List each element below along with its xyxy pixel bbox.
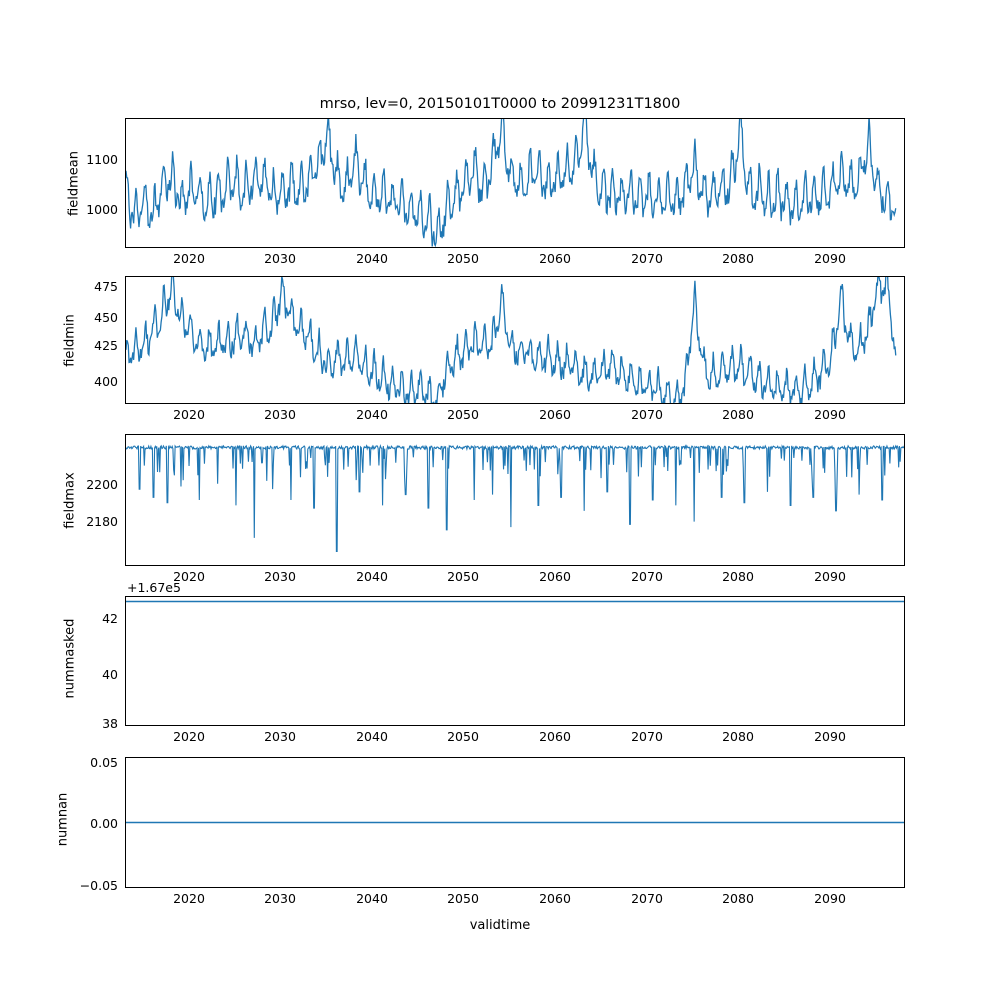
ytick-fieldmin-425: 425: [94, 338, 118, 353]
xtick-numnan-2050: 2050: [447, 891, 479, 906]
subplot-fieldmean: [125, 118, 905, 248]
axis-label-nummasked: nummasked: [62, 618, 78, 699]
ytick-numnan-neg005: −0.05: [79, 878, 118, 893]
xtick-fieldmean-2060: 2060: [539, 251, 571, 266]
axis-label-fieldmean: fieldmean: [66, 151, 82, 216]
xtick-numnan-2030: 2030: [264, 891, 296, 906]
subplot-fieldmax: [125, 434, 905, 566]
subplot-nummasked: [125, 596, 905, 726]
nummasked-plot-line: [126, 597, 904, 725]
xtick-fieldmean-2070: 2070: [631, 251, 663, 266]
xtick-numnan-2090: 2090: [814, 891, 846, 906]
xtick-nummasked-2040: 2040: [356, 729, 388, 744]
ytick-nummasked-40: 40: [102, 667, 118, 682]
page-title: mrso, lev=0, 20150101T0000 to 20991231T1800: [319, 96, 681, 112]
ytick-numnan-000: 0.00: [90, 816, 118, 831]
ytick-fieldmax-2180: 2180: [86, 514, 118, 529]
xtick-fieldmax-2040: 2040: [356, 569, 388, 584]
xtick-numnan-2060: 2060: [539, 891, 571, 906]
xtick-fieldmin-2020: 2020: [173, 407, 205, 422]
xtick-fieldmax-2070: 2070: [631, 569, 663, 584]
axis-label-fieldmax: fieldmax: [62, 472, 78, 529]
xtick-nummasked-2030: 2030: [264, 729, 296, 744]
subplot-fieldmin: [125, 276, 905, 404]
ytick-fieldmin-450: 450: [94, 310, 118, 325]
xtick-fieldmin-2030: 2030: [264, 407, 296, 422]
ytick-fieldmin-400: 400: [94, 374, 118, 389]
xtick-fieldmean-2030: 2030: [264, 251, 296, 266]
xtick-fieldmin-2070: 2070: [631, 407, 663, 422]
xtick-fieldmax-2020: 2020: [173, 569, 205, 584]
xtick-fieldmax-2030: 2030: [264, 569, 296, 584]
ytick-fieldmax-2200: 2200: [86, 477, 118, 492]
xtick-nummasked-2050: 2050: [447, 729, 479, 744]
xtick-fieldmax-2090: 2090: [814, 569, 846, 584]
xtick-numnan-2040: 2040: [356, 891, 388, 906]
xtick-fieldmin-2050: 2050: [447, 407, 479, 422]
xtick-nummasked-2070: 2070: [631, 729, 663, 744]
xtick-fieldmin-2060: 2060: [539, 407, 571, 422]
fieldmin-plot-line: [126, 277, 904, 403]
ytick-fieldmin-475: 475: [94, 279, 118, 294]
xtick-numnan-2020: 2020: [173, 891, 205, 906]
axis-label-validtime: validtime: [469, 918, 531, 933]
axis-label-fieldmin: fieldmin: [62, 314, 78, 367]
xtick-fieldmean-2080: 2080: [722, 251, 754, 266]
xtick-fieldmin-2040: 2040: [356, 407, 388, 422]
xtick-fieldmax-2080: 2080: [722, 569, 754, 584]
xtick-fieldmean-2090: 2090: [814, 251, 846, 266]
xtick-fieldmean-2040: 2040: [356, 251, 388, 266]
xtick-fieldmin-2080: 2080: [722, 407, 754, 422]
numnan-plot-line: [126, 758, 904, 887]
axis-label-numnan: numnan: [55, 792, 71, 847]
ytick-fieldmean-1000: 1000: [86, 202, 118, 217]
fieldmean-plot-line: [126, 119, 904, 247]
ytick-fieldmean-1100: 1100: [86, 152, 118, 167]
xtick-fieldmax-2050: 2050: [447, 569, 479, 584]
ytick-nummasked-42: 42: [102, 611, 118, 626]
xtick-nummasked-2090: 2090: [814, 729, 846, 744]
nummasked-offset-text: +1.67e5: [127, 580, 181, 595]
ytick-nummasked-38: 38: [102, 716, 118, 731]
xtick-nummasked-2060: 2060: [539, 729, 571, 744]
xtick-numnan-2070: 2070: [631, 891, 663, 906]
fieldmax-plot-line: [126, 435, 904, 565]
ytick-numnan-005: 0.05: [90, 755, 118, 770]
xtick-fieldmean-2020: 2020: [173, 251, 205, 266]
xtick-fieldmin-2090: 2090: [814, 407, 846, 422]
subplot-numnan: [125, 757, 905, 888]
xtick-nummasked-2020: 2020: [173, 729, 205, 744]
xtick-numnan-2080: 2080: [722, 891, 754, 906]
xtick-nummasked-2080: 2080: [722, 729, 754, 744]
xtick-fieldmax-2060: 2060: [539, 569, 571, 584]
xtick-fieldmean-2050: 2050: [447, 251, 479, 266]
